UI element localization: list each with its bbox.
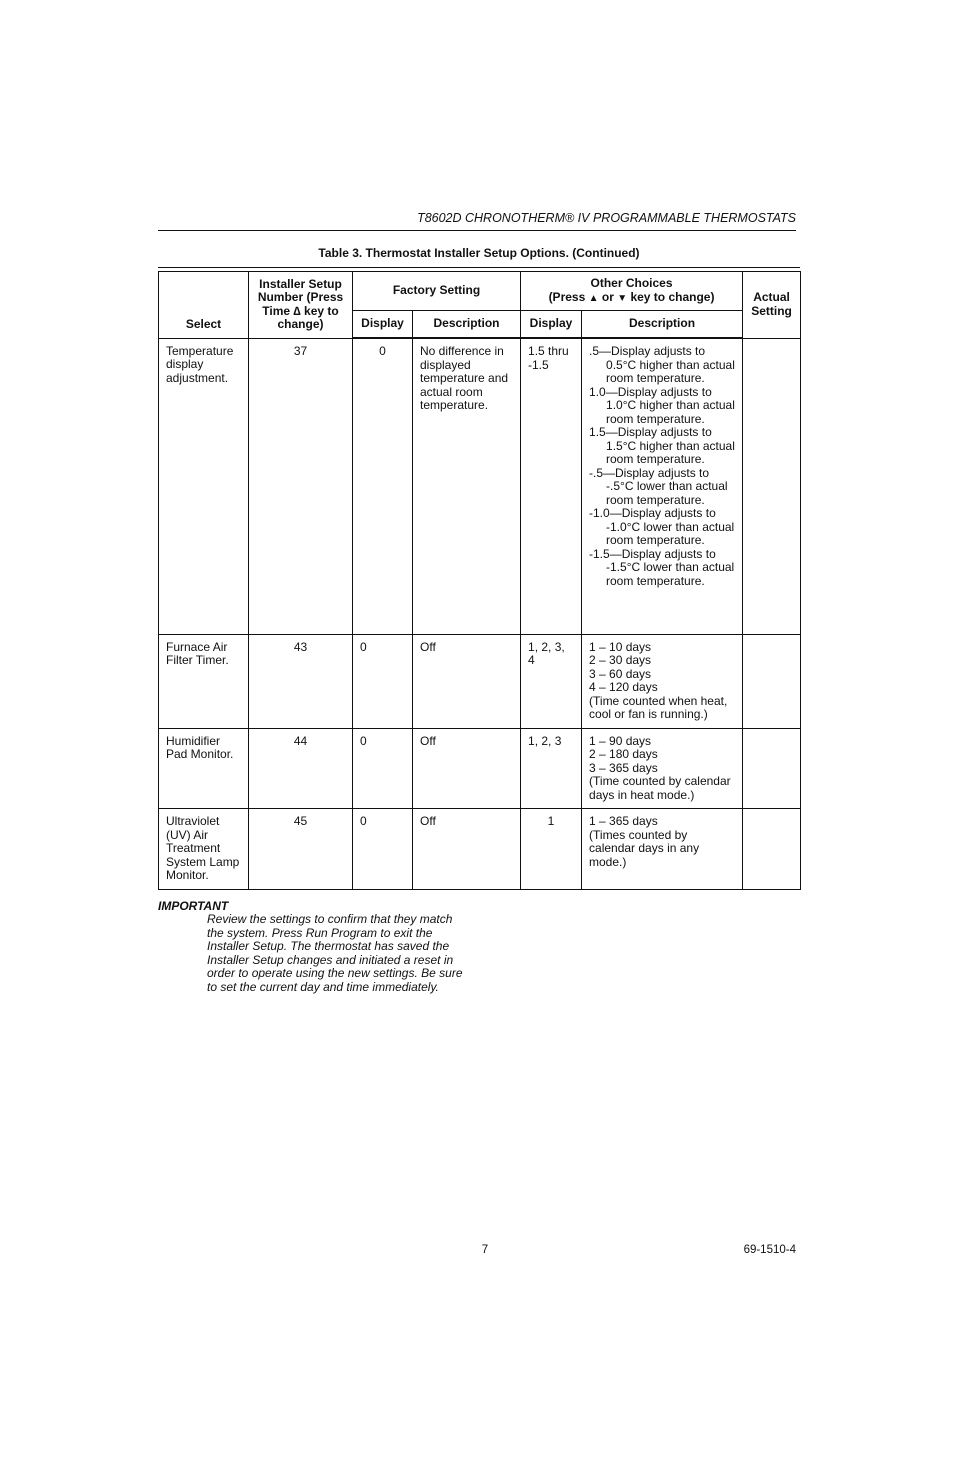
list-item: 1 – 10 days xyxy=(589,639,652,654)
cell-other-display: 1 xyxy=(521,809,582,890)
cell-factory-display: 0 xyxy=(353,809,413,890)
other-description-list xyxy=(589,345,735,588)
cell-number: 45 xyxy=(249,809,353,890)
header-factory-description: Description xyxy=(413,311,521,339)
header-rule xyxy=(158,230,796,231)
cell-actual-setting[interactable] xyxy=(743,809,801,890)
list-item: 1.0—Display adjusts to 1.0°C higher than actual room temperature. xyxy=(589,384,735,426)
down-triangle-icon: ▼ xyxy=(617,292,628,304)
header-row-1 xyxy=(159,272,801,311)
list-item: 2 – 30 days xyxy=(589,653,652,667)
header-factory-display: Display xyxy=(353,311,413,339)
important-label: IMPORTANT xyxy=(158,899,229,913)
cell-number: 43 xyxy=(249,634,353,728)
header-factory-setting: Factory Setting xyxy=(353,272,521,311)
other-choices-key: key to change) xyxy=(630,289,715,304)
page-number: 7 xyxy=(481,1244,489,1256)
cell-other-display: 1, 2, 3, 4 xyxy=(521,634,582,728)
cell-factory-description: No difference in displayed temperature and actual room temperature. xyxy=(413,338,521,634)
list-item: (Time counted by calendar days in heat mode.) xyxy=(589,774,731,802)
important-text: Review the settings to confirm that they match the system. Press Run Program to exit the Installer Setup. The thermostat has saved the Installer Setup changes and initiated a reset in order to operate using the new settings. Be sure to set the current day and time immediately. xyxy=(207,912,463,994)
list-item: 3 – 365 days xyxy=(589,760,658,775)
list-item: -1.5—Display adjusts to -1.5°C lower than actual room temperature. xyxy=(589,546,735,588)
other-description-list xyxy=(589,815,735,869)
table-row xyxy=(159,809,801,890)
cell-other-description xyxy=(582,634,743,728)
cell-factory-description: Off xyxy=(413,728,521,809)
table-row xyxy=(159,634,801,728)
up-triangle-icon: ▲ xyxy=(588,292,599,304)
header-other-display: Display xyxy=(521,311,582,339)
other-description-list xyxy=(589,735,735,803)
list-item: 1 – 90 days xyxy=(589,733,652,748)
header-other-description: Description xyxy=(582,311,743,339)
cell-other-description xyxy=(582,728,743,809)
cell-actual-setting[interactable] xyxy=(743,728,801,809)
header-installer-setup: Installer Setup Number (Press Time ∆ key to change) xyxy=(249,272,353,339)
cell-factory-display: 0 xyxy=(353,338,413,634)
header-other-choices xyxy=(521,272,743,311)
other-choices-title: Other Choices xyxy=(590,276,673,290)
cell-other-description xyxy=(582,338,743,634)
table-row xyxy=(159,728,801,809)
other-choices-or: or xyxy=(601,289,614,304)
list-item: 4 – 120 days xyxy=(589,680,658,694)
cell-factory-description: Off xyxy=(413,634,521,728)
cell-select: Temperature display adjustment. xyxy=(159,338,249,634)
cell-other-description xyxy=(582,809,743,890)
cell-number: 37 xyxy=(249,338,353,634)
header-select: Select xyxy=(159,272,249,339)
list-item: .5—Display adjusts to 0.5°C higher than actual room temperature. xyxy=(589,344,735,385)
installer-setup-table xyxy=(158,271,801,890)
list-item: (Times counted by calendar days in any mode.) xyxy=(589,827,700,869)
list-item: 1.5—Display adjusts to 1.5°C higher than actual room temperature. xyxy=(589,425,735,466)
list-item: -.5—Display adjusts to -.5°C lower than actual room temperature. xyxy=(589,465,728,507)
other-choices-press: (Press xyxy=(548,289,586,304)
list-item: 3 – 60 days xyxy=(589,666,652,681)
cell-factory-description: Off xyxy=(413,809,521,890)
list-item: 2 – 180 days xyxy=(589,747,658,761)
cell-factory-display: 0 xyxy=(353,728,413,809)
other-description-list xyxy=(589,641,735,722)
cell-select: Ultraviolet (UV) Air Treatment System Lamp Monitor. xyxy=(159,809,249,890)
cell-select: Humidifier Pad Monitor. xyxy=(159,728,249,809)
cell-select: Furnace Air Filter Timer. xyxy=(159,634,249,728)
table-top-rule xyxy=(158,267,800,268)
document-number: 69-1510-4 xyxy=(743,1244,796,1256)
running-header: T8602D CHRONOTHERM® IV PROGRAMMABLE THERMOSTATS xyxy=(417,211,796,225)
cell-number: 44 xyxy=(249,728,353,809)
list-item: (Time counted when heat, cool or fan is running.) xyxy=(589,693,728,721)
cell-factory-display: 0 xyxy=(353,634,413,728)
table-row xyxy=(159,338,801,634)
cell-actual-setting[interactable] xyxy=(743,634,801,728)
header-actual-setting: Actual Setting xyxy=(743,272,801,339)
cell-other-display: 1.5 thru -1.5 xyxy=(521,338,582,634)
list-item: -1.0—Display adjusts to -1.0°C lower than actual room temperature. xyxy=(589,506,735,547)
table-caption: Table 3. Thermostat Installer Setup Options. (Continued) xyxy=(318,246,640,260)
cell-other-display: 1, 2, 3 xyxy=(521,728,582,809)
list-item: 1 – 365 days xyxy=(589,814,658,828)
cell-actual-setting[interactable] xyxy=(743,338,801,634)
